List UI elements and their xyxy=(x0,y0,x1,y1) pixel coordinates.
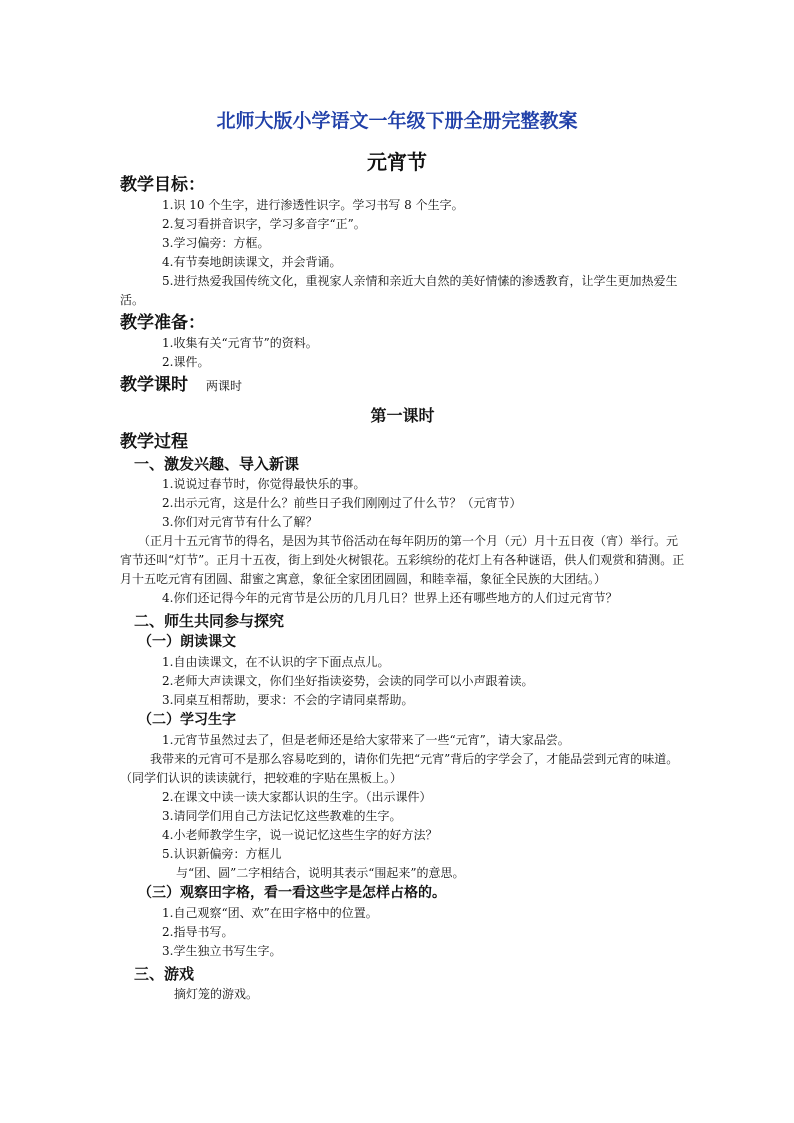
s1-note: （正月十五元宵节的得名，是因为其节俗活动在每年阴历的第一个月（元）月十五日夜（宵）举行。元宵节还叫“灯节”。正月十五夜，街上到处火树银花。五彩缤纷的花灯上有各种谜语，供人们观赏和猜测。正月十五吃元宵有团圆、甜蜜之寓意，象征全家团团圆圆，和睦幸福，象征全民族的大团结。） xyxy=(120,534,685,586)
sub-1-heading: （一）朗读课文 xyxy=(138,634,236,650)
goal-item: 3.学习偏旁：方框。 xyxy=(162,236,270,250)
section-1-heading: 一、激发兴趣、导入新课 xyxy=(134,455,300,473)
section-3-heading: 三、游戏 xyxy=(134,965,195,983)
sub3-item: 2.指导书写。 xyxy=(162,925,234,939)
sub2-item: 4.小老师教学生字，说一说记忆这些生字的好方法？ xyxy=(162,828,438,842)
document-body xyxy=(120,174,685,1004)
sub3-item: 3.学生独立书写生字。 xyxy=(162,944,282,958)
process-heading: 教学过程 xyxy=(120,432,188,452)
sub2-tail: 与“团、圆”二字相结合，说明其表示“围起来”的意思。 xyxy=(176,866,465,880)
sub2-paragraph: 我带来的元宵可不是那么容易吃到的，请你们先把“元宵”背后的字学会了，才能品尝到元宵的味道。（同学们认识的读读就行，把较难的字贴在黑板上。） xyxy=(120,752,679,785)
prep-item: 1.收集有关“元宵节”的资料。 xyxy=(162,336,318,350)
sub-3-heading: （三）观察田字格，看一看这些字是怎样占格的。 xyxy=(138,885,446,901)
sub2-item: 2.在课文中读一读大家都认识的生字。（出示课件） xyxy=(162,790,432,804)
hours-heading xyxy=(120,374,685,397)
sub1-item: 1.自由读课文，在不认识的字下面点点儿。 xyxy=(162,655,390,669)
sub3-item: 1.自己观察“团、欢”在田字格中的位置。 xyxy=(162,906,378,920)
goal-item: 4.有节奏地朗读课文，并会背诵。 xyxy=(162,255,342,269)
s1-item: 1.说说过春节时，你觉得最快乐的事。 xyxy=(162,477,366,491)
sub2-item-1: 1.元宵节虽然过去了，但是老师还是给大家带来了一些“元宵”，请大家品尝。 xyxy=(162,733,570,747)
sub2-item: 3.请同学们用自己方法记忆这些教难的生字。 xyxy=(162,809,402,823)
sub2-item: 5.认识新偏旁：方框儿 xyxy=(162,847,282,861)
goals-heading: 教学目标： xyxy=(120,175,205,195)
s1-item: 3.你们对元宵节有什么了解？ xyxy=(162,515,318,529)
s1-item-4: 4.你们还记得今年的元宵节是公历的几月几日？世界上还有哪些地方的人们过元宵节？ xyxy=(162,591,618,605)
s3-text: 摘灯笼的游戏。 xyxy=(174,987,259,1001)
first-lesson-heading: 第一课时 xyxy=(370,406,435,425)
s1-item: 2.出示元宵，这是什么？前些日子我们刚刚过了什么节？（元宵节） xyxy=(162,496,522,510)
goal-item: 1.识 10 个生字，进行渗透性识字。学习书写 8 个生字。 xyxy=(162,198,464,212)
lesson-title: 元宵节 xyxy=(367,150,427,174)
sub-2-heading: （二）学习生字 xyxy=(138,712,236,728)
document-title: 北师大版小学语文一年级下册全册完整教案 xyxy=(216,110,578,132)
hours-value: 两课时 xyxy=(206,379,243,393)
prep-heading: 教学准备： xyxy=(120,313,205,333)
section-2-heading: 二、师生共同参与探究 xyxy=(134,612,285,630)
goal-item: 5.进行热爱我国传统文化，重视家人亲情和亲近大自然的美好情愫的渗透教育，让学生更加热爱生活。 xyxy=(120,274,678,307)
sub1-item: 2.老师大声读课文，你们坐好指读姿势，会读的同学可以小声跟着读。 xyxy=(162,674,534,688)
hours-label: 教学课时 xyxy=(120,375,188,395)
sub1-item: 3.同桌互相帮助，要求：不会的字请同桌帮助。 xyxy=(162,693,414,707)
goal-item: 2.复习看拼音识字，学习多音字“正”。 xyxy=(162,217,366,231)
prep-item: 2.课件。 xyxy=(162,355,210,369)
